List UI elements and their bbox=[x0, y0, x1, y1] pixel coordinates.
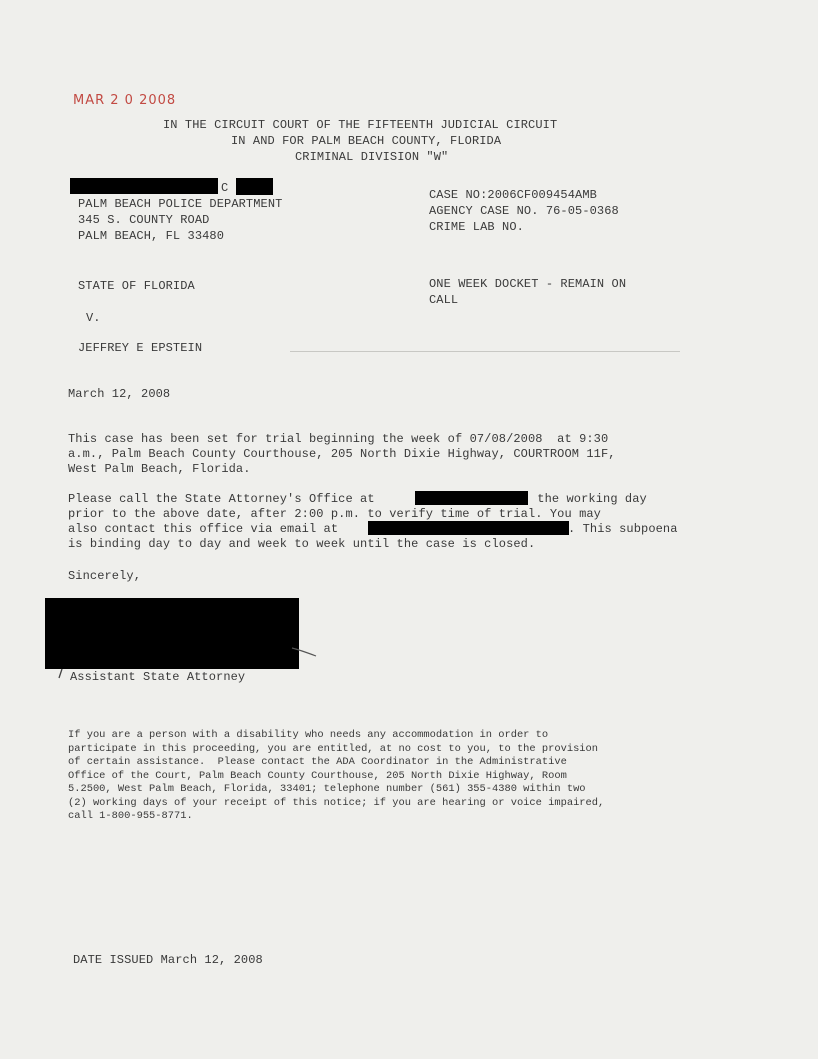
redacted-signature bbox=[45, 598, 299, 669]
crime-lab-number: CRIME LAB NO. bbox=[429, 220, 524, 234]
received-date-stamp: MAR 2 0 2008 bbox=[73, 93, 177, 108]
court-line-2: IN AND FOR PALM BEACH COUNTY, FLORIDA bbox=[231, 134, 502, 148]
ada-line-1: If you are a person with a disability who needs any accommodation in order to bbox=[68, 729, 549, 741]
closing: Sincerely, bbox=[68, 569, 142, 583]
court-line-1: IN THE CIRCUIT COURT OF THE FIFTEENTH JUDICIAL CIRCUIT bbox=[163, 118, 558, 132]
agency-case-number: AGENCY CASE NO. 76-05-0368 bbox=[429, 204, 619, 218]
ada-notice bbox=[68, 729, 604, 824]
ada-line-7: call 1-800-955-8771. bbox=[68, 810, 193, 822]
contact-line-2: prior to the above date, after 2:00 p.m. to verify time of trial. You may bbox=[68, 507, 601, 521]
ada-line-6: (2) working days of your receipt of this notice; if you are hearing or voice impaired, bbox=[68, 796, 605, 809]
docket-line-2: CALL bbox=[429, 293, 459, 307]
ada-line-3: of certain assistance. Please contact the ADA Coordinator in the Administrative bbox=[68, 756, 567, 768]
signature-stroke bbox=[290, 644, 320, 660]
redacted-email-address bbox=[368, 521, 569, 535]
recipient-agency: PALM BEACH POLICE DEPARTMENT bbox=[78, 197, 283, 211]
contact-line-1a: Please call the State Attorney's Office at bbox=[68, 492, 382, 506]
redacted-recipient-name bbox=[70, 178, 218, 194]
trial-line-2: a.m., Palm Beach County Courthouse, 205 North Dixie Highway, COURTROOM 11F, bbox=[68, 447, 616, 461]
signature-title: Assistant State Attorney bbox=[70, 670, 246, 684]
letter-date: March 12, 2008 bbox=[68, 387, 171, 401]
redacted-recipient-id bbox=[236, 178, 273, 195]
versus: V. bbox=[86, 311, 101, 325]
ada-line-5: 5.2500, West Palm Beach, Florida, 33401; telephone number (561) 355-4380 within two bbox=[68, 783, 586, 795]
contact-line-1b: the working day bbox=[530, 492, 647, 506]
defendant-name: JEFFREY E EPSTEIN bbox=[78, 341, 203, 355]
contact-line-4: is binding day to day and week to week until the case is closed. bbox=[68, 537, 536, 551]
court-line-3: CRIMINAL DIVISION "W" bbox=[295, 150, 449, 164]
faint-divider bbox=[290, 351, 680, 352]
trial-paragraph bbox=[68, 432, 616, 477]
recipient-name-tail: C bbox=[221, 181, 229, 195]
signature-tick bbox=[56, 668, 66, 680]
docket-line-1: ONE WEEK DOCKET - REMAIN ON bbox=[429, 277, 627, 291]
contact-line-3a: also contact this office via email at bbox=[68, 522, 346, 536]
contact-line-3b: . This subpoena bbox=[568, 522, 678, 536]
ada-line-2: participate in this proceeding, you are entitled, at no cost to you, to the provision bbox=[68, 742, 599, 755]
trial-line-3: West Palm Beach, Florida. bbox=[68, 462, 251, 476]
trial-line-1: This case has been set for trial beginning the week of 07/08/2008 at 9:30 bbox=[68, 432, 609, 446]
date-issued: DATE ISSUED March 12, 2008 bbox=[73, 953, 263, 967]
case-number: CASE NO:2006CF009454AMB bbox=[429, 188, 597, 202]
recipient-street: 345 S. COUNTY ROAD bbox=[78, 213, 210, 227]
recipient-city: PALM BEACH, FL 33480 bbox=[78, 229, 225, 243]
redacted-phone-number bbox=[415, 491, 528, 505]
ada-line-4: Office of the Court, Palm Beach County Courthouse, 205 North Dixie Highway, Room bbox=[68, 769, 567, 782]
state-party: STATE OF FLORIDA bbox=[78, 279, 195, 293]
